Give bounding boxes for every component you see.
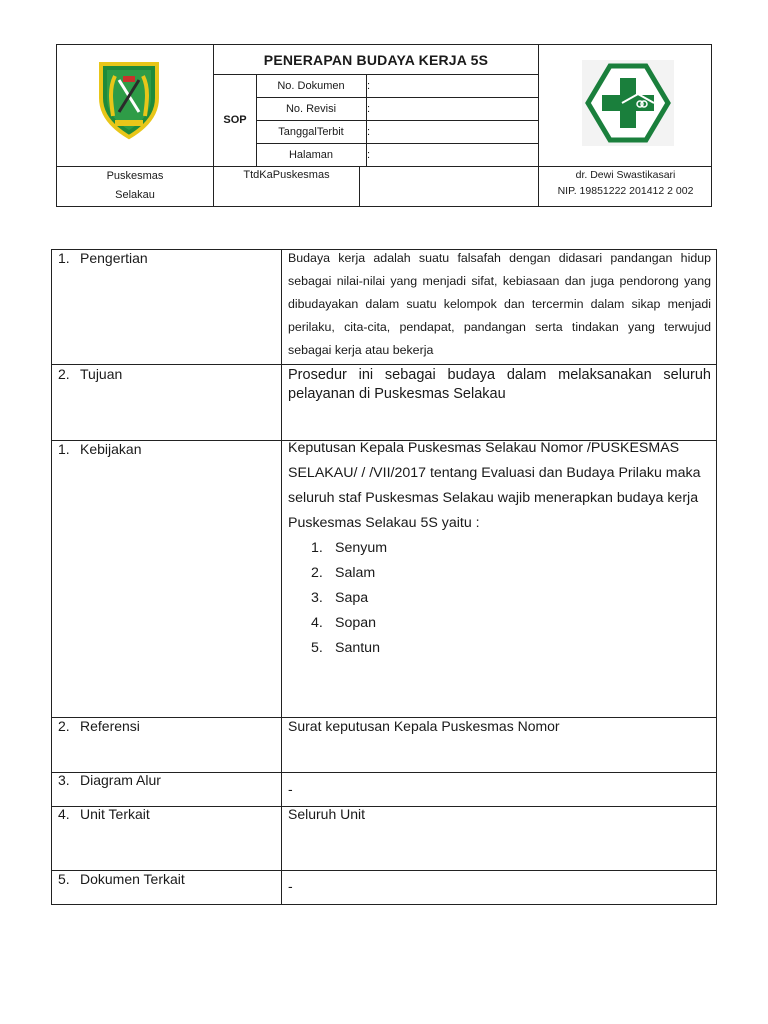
section-title: Kebijakan — [80, 441, 142, 457]
official-nip: NIP. 19851222 201412 2 002 — [557, 185, 694, 197]
header-divider — [538, 45, 539, 166]
section-text-tujuan: Prosedur ini sebagai budaya dalam melaksanakan seluruh pelayanan di Puskesmas Selakau — [288, 367, 711, 402]
official-name: dr. Dewi Swastikasari — [575, 169, 676, 181]
section-number: 1. — [58, 250, 70, 266]
section-text-kebijakan — [288, 436, 711, 661]
meta-value-page: : — [367, 148, 371, 161]
section-text-referensi: Surat keputusan Kepala Puskesmas Nomor — [288, 718, 560, 734]
kebijakan-paragraph: Keputusan Kepala Puskesmas Selakau Nomor /PUSKESMAS SELAKAU/ / /VII/2017 tentang Evaluasi dan Budaya Prilaku maka seluruh staf Puskesmas Selakau wajib menerapkan budaya kerja Puskesmas Selakau 5S yaitu : — [288, 440, 701, 531]
meta-label-page: Halaman — [288, 148, 334, 161]
meta-label-document-number: No. Dokumen — [277, 79, 345, 92]
regency-emblem-icon — [93, 58, 165, 140]
meta-value-revision: : — [367, 102, 371, 115]
document-title: PENERAPAN BUDAYA KERJA 5S — [263, 51, 489, 68]
list-item: 5. Santun — [311, 640, 380, 656]
section-title: Tujuan — [80, 366, 123, 382]
section-title: Diagram Alur — [80, 772, 161, 788]
sop-content-table — [51, 249, 717, 905]
list-item: 2. Salam — [311, 565, 376, 581]
section-text-unit-terkait: Seluruh Unit — [288, 806, 366, 822]
sop-label: SOP — [223, 114, 247, 126]
section-title: Unit Terkait — [80, 806, 150, 822]
table-divider — [52, 364, 717, 365]
section-number: 3. — [58, 772, 70, 788]
section-title: Pengertian — [80, 250, 148, 266]
section-text-dokumen-terkait: - — [288, 878, 293, 894]
unit-name-line2: Selakau — [115, 189, 155, 201]
section-label-kebijakan — [58, 441, 142, 457]
list-item: 3. Sapa — [311, 590, 369, 606]
section-label-diagram-alur — [58, 772, 161, 788]
unit-name-line1: Puskesmas — [106, 170, 164, 182]
unit-name — [57, 166, 213, 205]
official-block — [539, 167, 712, 199]
puskesmas-logo-icon — [582, 60, 674, 146]
meta-label-revision: No. Revisi — [285, 102, 337, 115]
list-item: 1. Senyum — [311, 540, 388, 556]
budaya-5s-list — [288, 536, 711, 661]
section-text-pengertian: Budaya kerja adalah suatu falsafah dengan didasari pandangan hidup sebagai nilai-nilai yang menjadi sifat, kebiasaan dan juga pendorong yang dibudayakan dalam suatu kelompok dan tercermin dalam sikap menjadi perilaku, cita-cita, pendapat, pandangan serta tindakan yang terwujud sebagai kerja atau bekerja — [288, 251, 711, 357]
header-divider — [359, 166, 360, 207]
section-number: 1. — [58, 441, 70, 457]
meta-value-issue-date: : — [367, 125, 371, 138]
section-title: Referensi — [80, 718, 140, 734]
section-label-referensi — [58, 718, 140, 734]
list-item: 4. Sopan — [311, 615, 377, 631]
section-number: 2. — [58, 366, 70, 382]
section-number: 4. — [58, 806, 70, 822]
meta-value-document-number: : — [367, 79, 371, 92]
section-number: 2. — [58, 718, 70, 734]
section-label-pengertian — [58, 250, 148, 266]
section-text-diagram-alur: - — [288, 781, 293, 797]
section-label-unit-terkait — [58, 806, 150, 822]
meta-label-issue-date: TanggalTerbit — [278, 125, 344, 138]
sop-header-table — [56, 44, 712, 207]
section-label-dokumen-terkait — [58, 871, 185, 887]
signature-label: TtdKaPuskesmas — [243, 169, 330, 181]
section-label-tujuan — [58, 366, 122, 382]
section-title: Dokumen Terkait — [80, 871, 185, 887]
section-number: 5. — [58, 871, 70, 887]
